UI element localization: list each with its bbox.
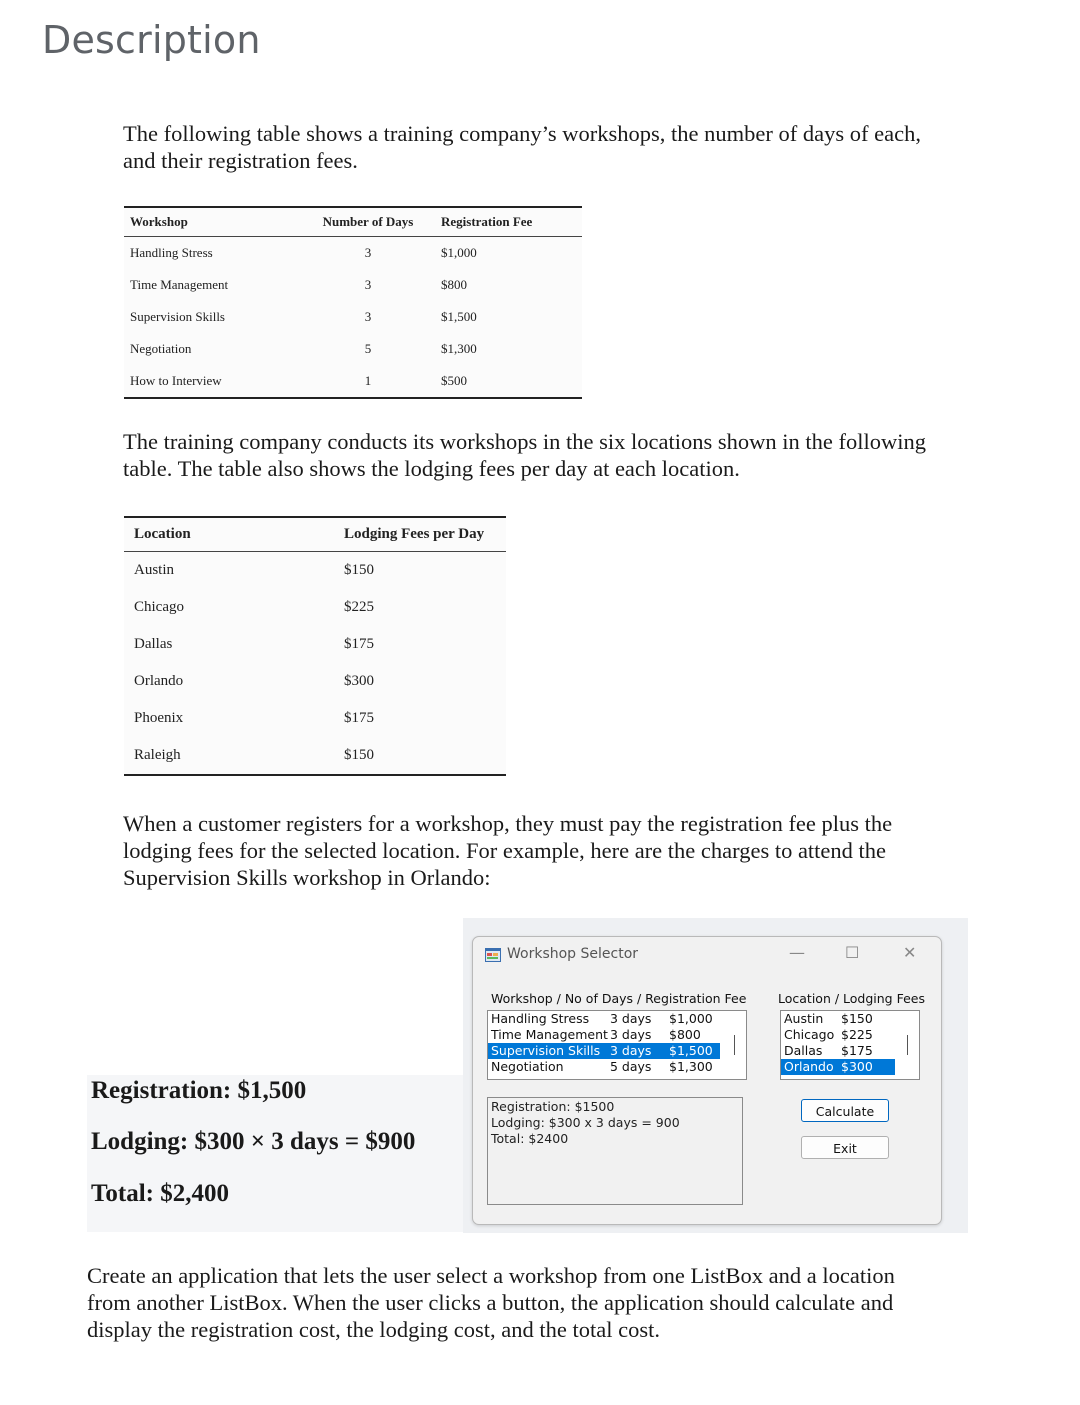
column-header-fee: Registration Fee: [429, 207, 582, 237]
location-cell: Raleigh: [124, 737, 334, 775]
intro-line: The following table shows a training company’s workshops, the number of days of each,: [123, 121, 921, 146]
exit-button[interactable]: Exit: [801, 1136, 889, 1159]
intro-line: and their registration fees.: [123, 148, 358, 173]
location-cell: Austin: [134, 562, 175, 578]
table-row: [124, 237, 582, 270]
charges-line: Supervision Skills workshop in Orlando:: [123, 865, 491, 890]
list-item[interactable]: [488, 1027, 746, 1043]
location-item-fee: $225: [841, 1027, 873, 1042]
closing-line: from another ListBox. When the user clicks a button, the application should calculate and: [87, 1290, 894, 1315]
column-header-days: Number of Days: [307, 207, 429, 237]
column-header-lodging: Lodging Fees per Day: [334, 517, 506, 552]
location-item-name: Chicago: [784, 1027, 835, 1042]
output-line: Total: $2400: [491, 1131, 569, 1146]
output-line: Registration: $1500: [491, 1099, 615, 1114]
workshop-item-days: 5 days: [610, 1059, 652, 1074]
table-row: [124, 700, 506, 737]
lodging-cell: $225: [344, 599, 374, 615]
days-cell: 3: [364, 309, 372, 324]
location-cell: Chicago: [134, 599, 184, 615]
workshop-item-fee: $800: [669, 1027, 701, 1042]
location-listbox[interactable]: [780, 1010, 920, 1080]
output-textbox[interactable]: [487, 1097, 743, 1205]
intro-paragraph: [123, 120, 921, 174]
table-row: [124, 626, 506, 663]
workshop-item-name: Handling Stress: [491, 1011, 590, 1026]
column-header-location: Location: [124, 517, 334, 552]
workshop-item-name: Supervision Skills: [491, 1043, 601, 1058]
location-list-label: Location / Lodging Fees: [778, 991, 925, 1006]
location-item-name: Austin: [784, 1011, 824, 1026]
location-item-fee: $175: [841, 1043, 873, 1058]
maximize-button[interactable]: ☐: [845, 943, 860, 962]
workshop-item-fee: $1,500: [669, 1043, 713, 1058]
list-item-selected[interactable]: [488, 1043, 720, 1059]
fee-cell: $1,500: [441, 309, 477, 324]
lodging-cell: $175: [344, 710, 374, 726]
lodging-cell: $150: [344, 562, 374, 578]
example-charges-box: [87, 1075, 463, 1232]
locations-line: table. The table also shows the lodging fees per day at each location.: [123, 456, 740, 481]
example-total: Total: $2,400: [91, 1180, 229, 1207]
locations-paragraph: [123, 428, 926, 482]
table-row: [124, 552, 506, 590]
location-item-fee: $300: [841, 1059, 873, 1074]
closing-line: display the registration cost, the lodging cost, and the total cost.: [87, 1317, 661, 1342]
list-item[interactable]: [781, 1011, 919, 1027]
list-item[interactable]: [781, 1027, 919, 1043]
table-row: [124, 663, 506, 700]
table-header-row: [124, 517, 506, 552]
location-cell: Dallas: [134, 636, 173, 652]
window-title: Workshop Selector: [507, 946, 639, 962]
days-cell: 3: [364, 277, 372, 292]
list-item[interactable]: [488, 1011, 746, 1027]
table-row: [124, 589, 506, 626]
close-button[interactable]: ✕: [903, 943, 917, 962]
charges-line: When a customer registers for a workshop, they must pay the registration fee plus the: [123, 811, 893, 836]
location-cell: Phoenix: [134, 710, 184, 726]
table-row: [124, 333, 582, 365]
list-item-selected[interactable]: [781, 1059, 895, 1075]
workshop-item-name: Negotiation: [491, 1059, 564, 1074]
app-icon: [485, 948, 501, 962]
table-header-row: [124, 207, 582, 237]
workshop-selector-window: [472, 936, 942, 1225]
minimize-button[interactable]: —: [789, 943, 805, 962]
workshop-cell: Negotiation: [130, 341, 192, 356]
closing-line: Create an application that lets the user select a workshop from one ListBox and a location: [87, 1263, 895, 1288]
location-item-name: Orlando: [784, 1059, 834, 1074]
fee-cell: $1,000: [441, 245, 477, 260]
workshop-item-name: Time Management: [491, 1027, 608, 1042]
table-row: [124, 269, 582, 301]
days-cell: 1: [307, 365, 429, 398]
workshop-cell: Handling Stress: [130, 245, 213, 260]
workshop-item-days: 3 days: [610, 1027, 652, 1042]
table-row: [124, 301, 582, 333]
workshop-item-days: 3 days: [610, 1011, 652, 1026]
calculate-button[interactable]: Calculate: [801, 1099, 889, 1122]
example-lodging: Lodging: $300 × 3 days = $900: [91, 1128, 416, 1155]
workshop-item-fee: $1,000: [669, 1011, 713, 1026]
workshop-listbox-scrollbar[interactable]: [734, 1035, 735, 1055]
charges-paragraph: [123, 810, 892, 891]
workshop-cell: Supervision Skills: [130, 309, 225, 324]
closing-paragraph: [87, 1262, 895, 1343]
location-item-fee: $150: [841, 1011, 873, 1026]
table-row: [124, 365, 582, 398]
list-item[interactable]: [781, 1043, 919, 1059]
column-header-workshop: Workshop: [124, 207, 307, 237]
locations-table: [124, 516, 506, 776]
workshop-listbox[interactable]: [487, 1010, 747, 1080]
charges-line: lodging fees for the selected location. For example, here are the charges to attend the: [123, 838, 887, 863]
workshop-cell: Time Management: [130, 277, 229, 292]
location-listbox-scrollbar[interactable]: [907, 1035, 908, 1055]
days-cell: 5: [364, 341, 372, 356]
lodging-cell: $150: [334, 737, 506, 775]
example-registration: Registration: $1,500: [91, 1077, 307, 1104]
location-item-name: Dallas: [784, 1043, 823, 1058]
fee-cell: $1,300: [441, 341, 477, 356]
days-cell: 3: [364, 245, 372, 260]
fee-cell: $500: [429, 365, 582, 398]
workshops-table: [124, 206, 582, 399]
workshop-item-fee: $1,300: [669, 1059, 713, 1074]
page-title: Description: [42, 18, 261, 62]
locations-line: The training company conducts its workshops in the six locations shown in the following: [123, 429, 927, 454]
list-item[interactable]: [488, 1059, 746, 1075]
workshop-cell: How to Interview: [124, 365, 307, 398]
fee-cell: $800: [441, 277, 467, 292]
table-row: [124, 737, 506, 775]
output-line: Lodging: $300 x 3 days = 900: [491, 1115, 680, 1130]
location-cell: Orlando: [134, 673, 184, 689]
lodging-cell: $300: [344, 673, 374, 689]
workshop-item-days: 3 days: [610, 1043, 652, 1058]
workshop-list-label: Workshop / No of Days / Registration Fee: [491, 991, 747, 1006]
lodging-cell: $175: [344, 636, 374, 652]
